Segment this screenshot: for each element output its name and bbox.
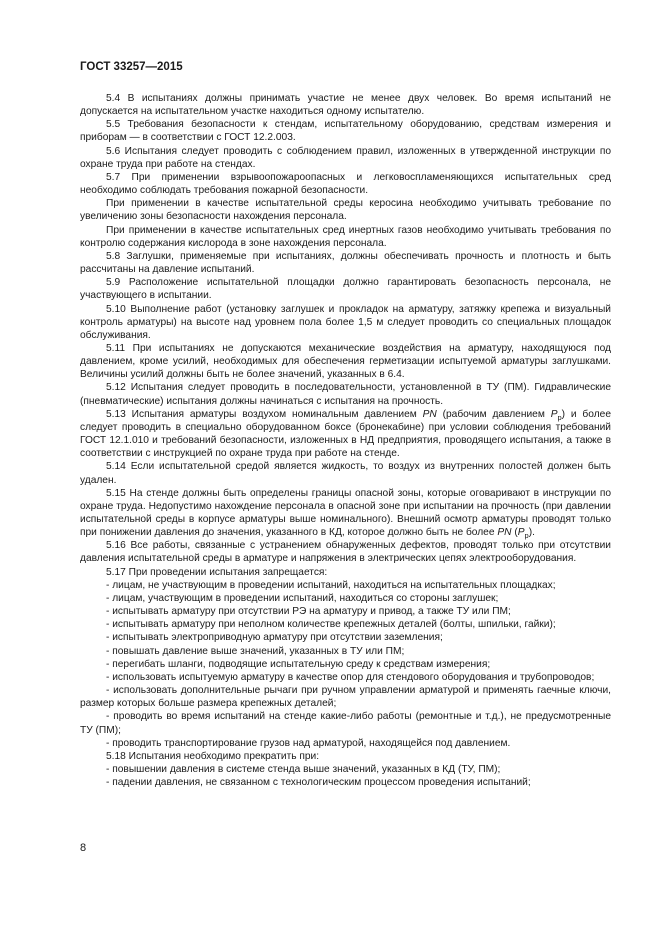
list-item: - лицам, не участвующим в проведении испытаний, находиться на испытательных площадках; — [106, 579, 556, 591]
paragraph-5-11: 5.11 При испытаниях не допускаются механические воздействия на арматуру, находящуюся под давлением, кроме усилий, необходимых для обеспечения герметизации испытуемой арматуры заглушками. Величины усилий должны быть не более значений, указанных в 6.4. — [80, 342, 611, 381]
paragraph-5-15 — [80, 487, 611, 540]
list-item: - лицам, участвующим в проведении испытаний, находиться со стороны заглушек; — [106, 592, 499, 604]
text-run: ( — [511, 527, 518, 539]
pn-symbol: PN — [422, 408, 437, 420]
paragraph-5-4: 5.4 В испытаниях должны принимать участие не менее двух человек. Во время испытаний не допускается на испытательном участке находиться одному испытателю. — [80, 93, 611, 118]
pn-symbol: PN — [497, 527, 512, 539]
paragraph-5-6: 5.6 Испытания следует проводить с соблюдением правил, изложенных в утвержденной инструкции по охране труда при работе на стендах. — [80, 145, 611, 170]
paragraph-5-10: 5.10 Выполнение работ (установку заглушек и прокладок на арматуру, затяжку крепежа и визуальный контроль арматуры) на высоте над уровнем пола более 1,5 м следует проводить со специальных площадок обслуживания. — [80, 303, 611, 341]
text-run: 5.13 Испытания арматуры воздухом номинальным давлением — [106, 408, 423, 420]
paragraph-inert-gas: При применении в качестве испытательных сред инертных газов необходимо учитывать требования по контролю содержания кислорода в зоне нахождения персонала. — [80, 224, 611, 249]
list-item: - испытывать электроприводную арматуру при отсутствии заземления; — [106, 632, 443, 644]
text-run: ). — [528, 527, 535, 539]
text-run: ) и более следует проводить в специально оборудованном боксе (бронекабине) при условии соблюдения требований ГОСТ 12.1.010 и требований безопасности, изложенных в НД предприятия, проводящего испытания, а также в соответствии с инструкцией по охране труда при работе на стенде. — [80, 408, 611, 460]
list-item: - испытывать арматуру при неполном количестве крепежных деталей (болты, шпильки, гайки); — [106, 619, 556, 631]
paragraph-5-9: 5.9 Расположение испытательной площадки должно гарантировать безопасность персонала, не участвующего в испытании. — [80, 277, 611, 302]
list-item: - повышать давление выше значений, указанных в ТУ или ПМ; — [106, 645, 405, 657]
list-item: - использовать дополнительные рычаги при ручном управлении арматурой и применять гаечные ключи, размер которых больше размера крепежных деталей; — [80, 685, 611, 710]
paragraph-5-13 — [80, 408, 611, 461]
list-item: - использовать испытуемую арматуру в качестве опор для стендового оборудования и трубопроводов; — [106, 671, 595, 683]
list-item: - падении давления, не связанном с технологическим процессом проведения испытаний; — [106, 777, 531, 789]
p-subscript: р — [524, 531, 529, 541]
text-run: (рабочим давлением — [436, 408, 551, 420]
paragraph-5-14: 5.14 Если испытательной средой является жидкость, то воздух из внутренних полостей должен быть удален. — [80, 461, 611, 486]
p-subscript: р — [557, 412, 562, 422]
paragraph-5-17: 5.17 При проведении испытания запрещается: — [106, 566, 328, 578]
paragraph-5-8: 5.8 Заглушки, применяемые при испытаниях, должны обеспечивать прочность и плотность и быть рассчитаны на давление испытаний. — [80, 250, 611, 276]
paragraph-5-5: 5.5 Требования безопасности к стендам, испытательному оборудованию, средствам измерения и приборам — в соответствии с ГОСТ 12.2.003. — [80, 119, 611, 144]
paragraph-5-7: 5.7 При применении взрывоопожароопасных и легковоспламеняющихся испытательных сред необходимо соблюдать требования пожарной безопасности. — [80, 171, 611, 197]
paragraph-5-18: 5.18 Испытания необходимо прекратить при: — [106, 750, 320, 762]
paragraph-5-16: 5.16 Все работы, связанные с устранением обнаруженных дефектов, проводят только при отсутствии давления испытательной среды в арматуре и напряжения в электрических цепях электрооборудования. — [80, 540, 611, 565]
paragraph-5-12: 5.12 Испытания следует проводить в последовательности, установленной в ТУ (ПМ). Гидравлические (пневматические) испытания должны начинаться с испытания на прочность. — [80, 382, 611, 407]
list-item: - проводить во время испытаний на стенде какие-либо работы (ремонтные и т.д.), не предусмотренные ТУ (ПМ); — [80, 711, 611, 736]
document-body — [80, 92, 611, 789]
list-item: - испытывать арматуру при отсутствии РЭ на арматуру и привод, а также ТУ или ПМ; — [106, 606, 511, 618]
document-header: ГОСТ 33257—2015 — [80, 61, 183, 73]
page-number: 8 — [80, 842, 87, 854]
list-item: - повышении давления в системе стенда выше значений, указанных в КД (ТУ, ПМ); — [106, 763, 501, 775]
p-symbol: P — [550, 408, 558, 420]
list-item: - перегибать шланги, подводящие испытательную среду к средствам измерения; — [106, 658, 491, 670]
p-symbol: P — [517, 527, 525, 539]
paragraph-kerosene: При применении в качестве испытательной среды керосина необходимо учитывать требование по увеличению зоны безопасности нахождения персонала. — [80, 198, 611, 223]
text-run: 5.15 На стенде должны быть определены границы опасной зоны, которые оговаривают в инструкции по охране труда. Недопустимо нахождение персонала в опасной зоне при испытании на прочность (при давлении испытательной среды в корпусе арматуры выше номинального). Внешний осмотр арматуры проводят только при понижении давления до значения, указанного в КД, которое должно быть не более — [80, 487, 611, 539]
list-item: - проводить транспортирование грузов над арматурой, находящейся под давлением. — [106, 737, 511, 749]
